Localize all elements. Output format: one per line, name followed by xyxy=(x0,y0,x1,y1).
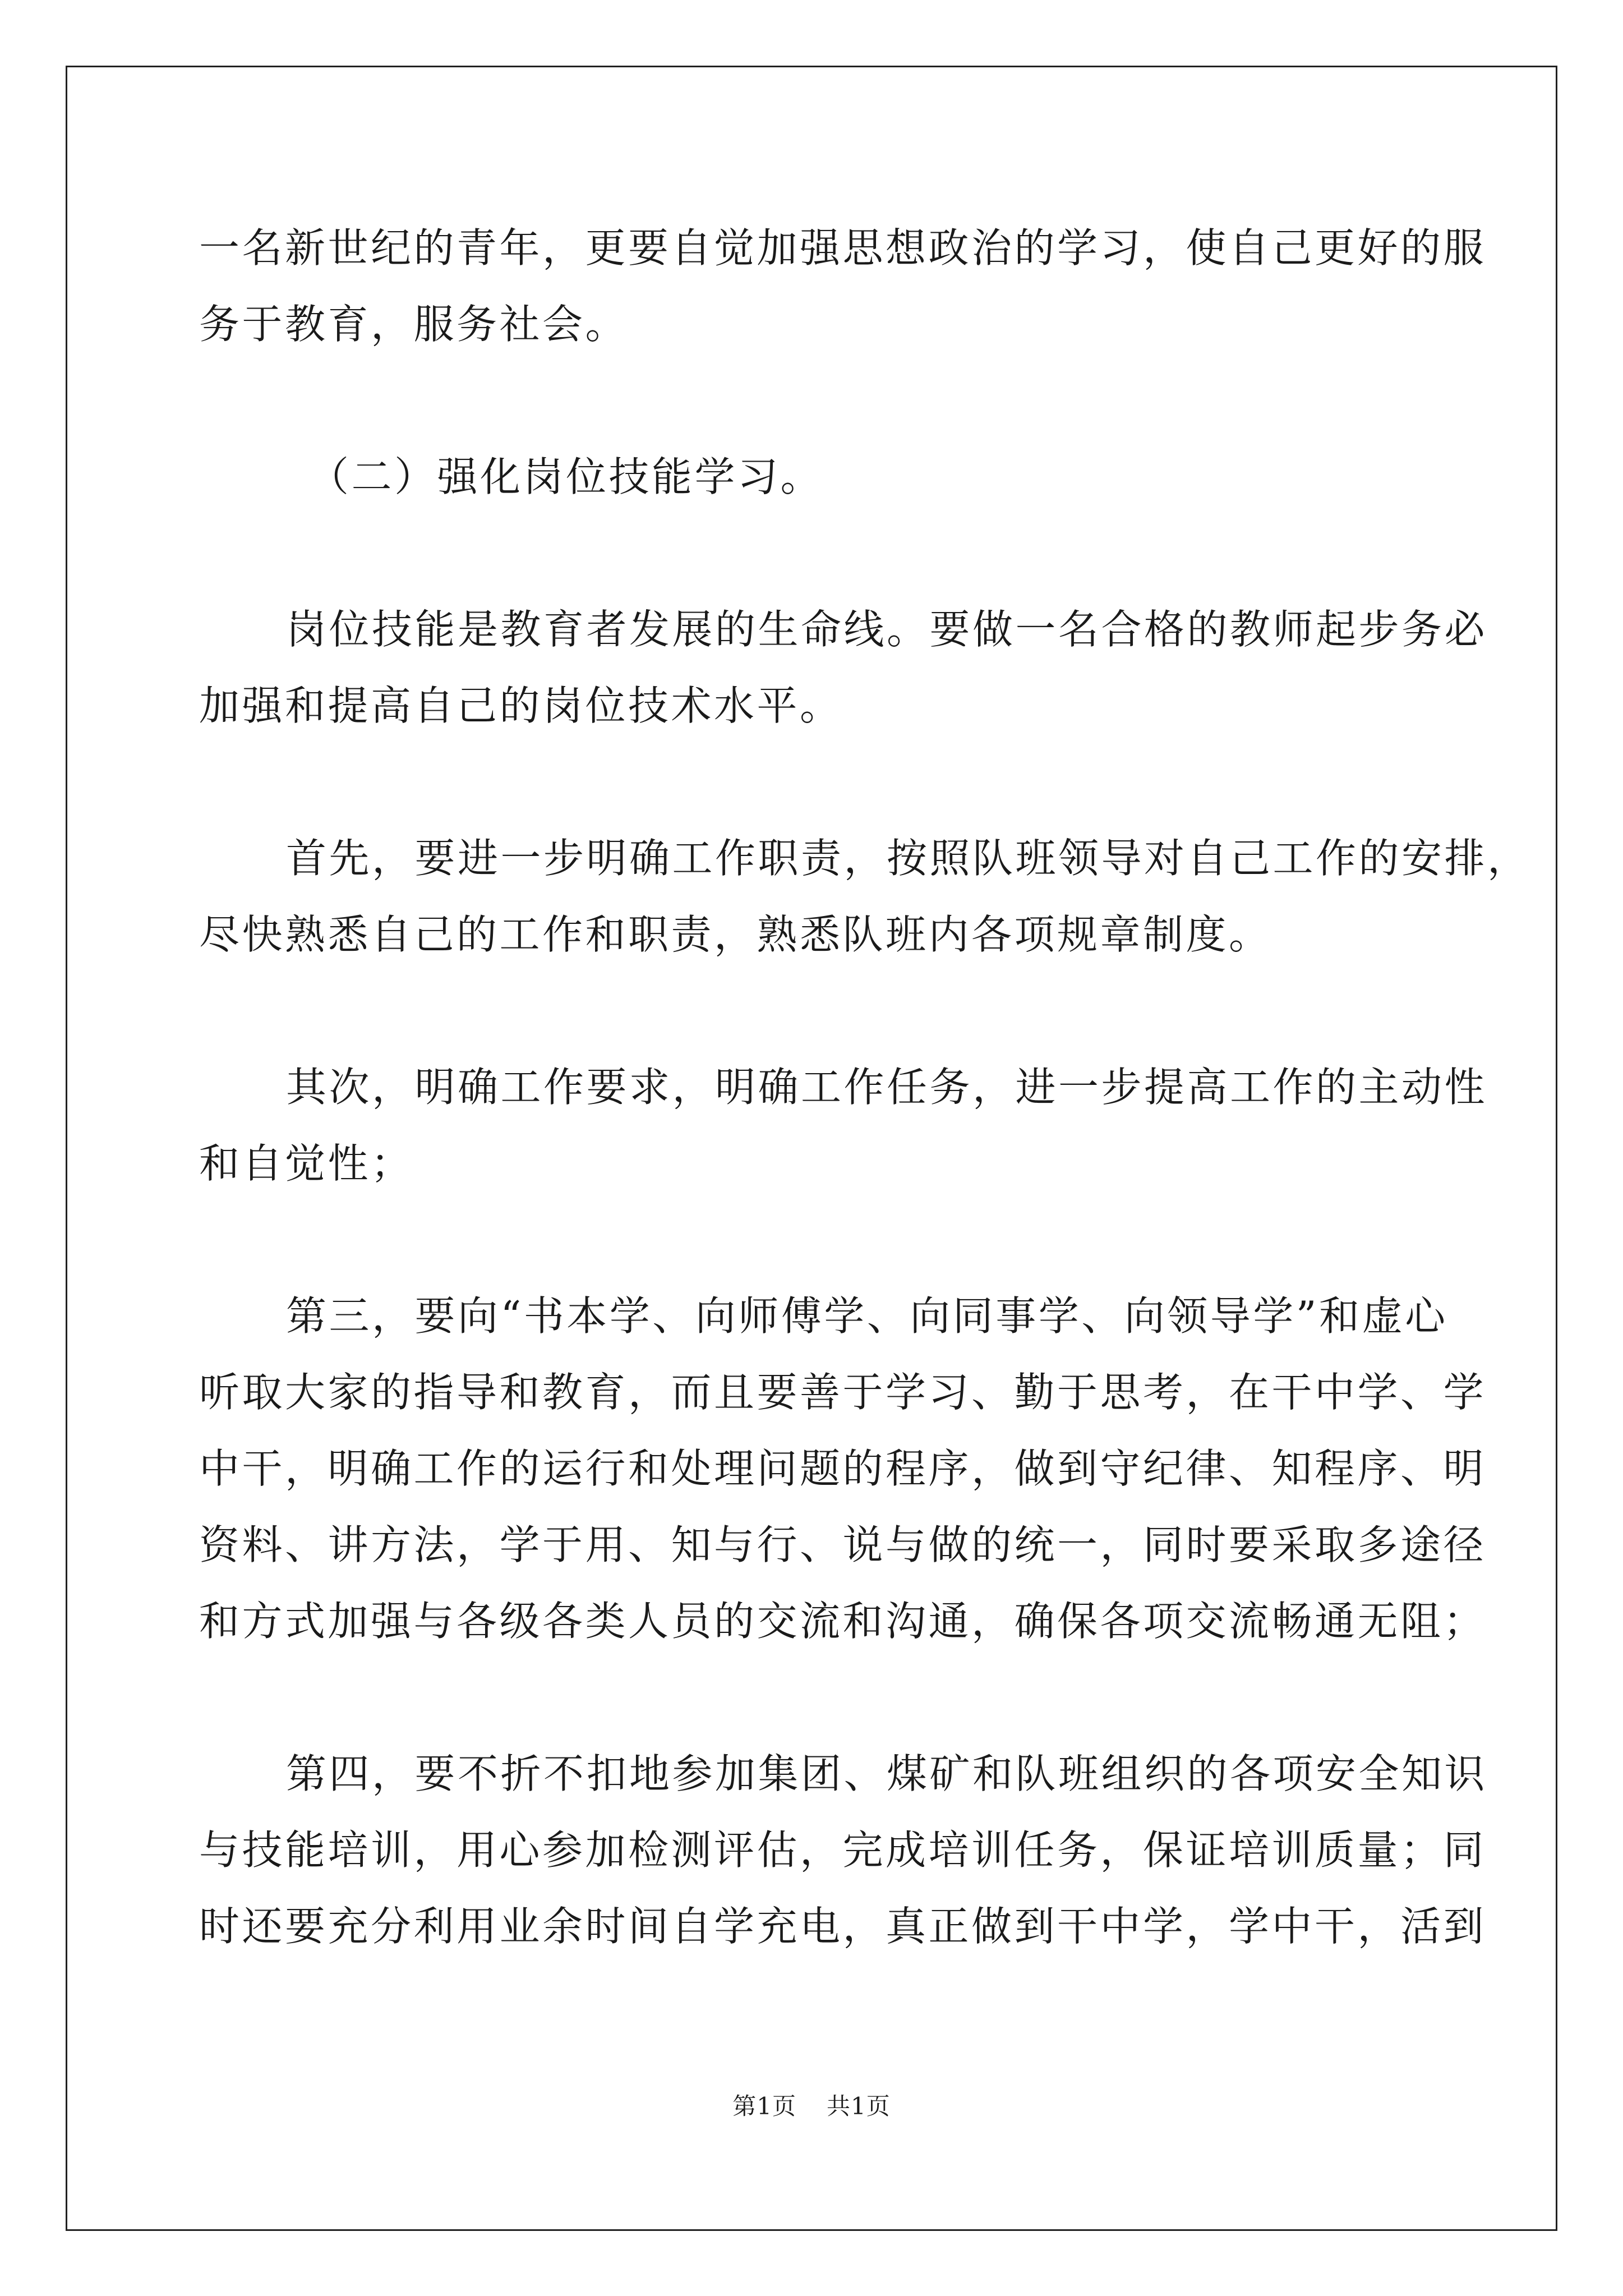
text-line: 和方式加强与各级各类人员的交流和沟通，确保各项交流畅通无阻； xyxy=(199,1598,1487,1645)
text-line: 时还要充分利用业余时间自学充电，真正做到干中学，学中干，活到 xyxy=(199,1903,1487,1950)
text-line: 与技能培训，用心参加检测评估，完成培训任务，保证培训质量；同 xyxy=(199,1826,1487,1874)
text-line: 第四，要不折不扣地参加集团、煤矿和队班组织的各项安全知识 xyxy=(286,1750,1488,1797)
page-footer xyxy=(0,2090,1623,2123)
text-line: 岗位技能是教育者发展的生命线。要做一名合格的教师起步务必 xyxy=(286,606,1488,653)
paragraph-gap xyxy=(199,525,1461,601)
paragraph-gap xyxy=(199,1669,1461,1746)
paragraph xyxy=(199,1288,1487,1669)
text-line: 和自觉性； xyxy=(199,1140,414,1187)
paragraph xyxy=(199,601,1488,754)
paragraph xyxy=(199,1059,1488,1212)
page-total: 共1页 xyxy=(827,2092,891,2120)
text-line: （二）强化岗位技能学习。 xyxy=(308,453,824,500)
text-line: 一名新世纪的青年，更要自觉加强思想政治的学习，使自己更好的服 xyxy=(199,224,1487,272)
text-line: 资料、讲方法，学于用、知与行、说与做的统一，同时要采取多途径 xyxy=(199,1521,1487,1568)
page-number: 第1页 xyxy=(732,2092,796,2120)
text-line: 其次，明确工作要求，明确工作任务，进一步提高工作的主动性 xyxy=(286,1064,1488,1111)
paragraph xyxy=(199,830,1530,983)
text-line: 务于教育，服务社会。 xyxy=(199,301,629,348)
paragraph-gap xyxy=(199,983,1461,1059)
section-heading xyxy=(199,449,1461,525)
text-line: 第三，要向“书本学、向师傅学、向同事学、向领导学”和虚心 xyxy=(286,1292,1448,1340)
text-line: 首先，要进一步明确工作职责，按照队班领导对自己工作的安排， xyxy=(286,835,1530,882)
text-line: 尽快熟悉自己的工作和职责，熟悉队班内各项规章制度。 xyxy=(199,911,1272,958)
text-line: 听取大家的指导和教育，而且要善于学习、勤于思考，在干中学、学 xyxy=(199,1369,1487,1416)
paragraph-gap xyxy=(199,372,1461,449)
paragraph-gap xyxy=(199,1212,1461,1288)
document-body xyxy=(199,220,1530,1975)
paragraph xyxy=(199,220,1487,372)
text-line: 加强和提高自己的岗位技术水平。 xyxy=(199,682,843,729)
text-line: 中干，明确工作的运行和处理问题的程序，做到守纪律、知程序、明 xyxy=(199,1445,1487,1492)
paragraph xyxy=(199,1746,1488,1975)
paragraph-gap xyxy=(199,754,1461,830)
